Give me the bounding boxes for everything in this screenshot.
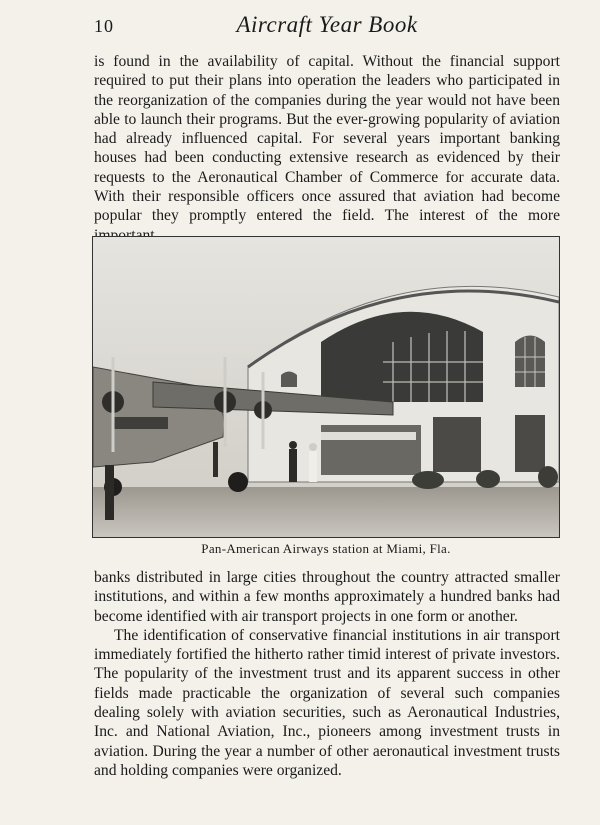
body-text-bottom [94, 568, 560, 780]
body-text-top [94, 52, 560, 245]
paragraph-top: is found in the availability of capital. Without the financial support required to put their plans into operation the leaders who participated in the reorganization of the companies during the year would not have been able to launch their programs. But the ever-growing popularity of aviation had already influenced capital. For several years important banking houses had been conducting extensive research as evidenced by their requests to the Aeronautical Chamber of Commerce for accurate data. With their responsible officers once assured that aviation had become popular they promptly entered the field. The interest of the more [94, 53, 560, 225]
figure-caption: Pan-American Airways station at Miami, Fla. [201, 541, 451, 556]
page-header [92, 12, 562, 44]
page-number: 10 [94, 16, 114, 36]
photograph-figure [92, 236, 560, 538]
running-title: Aircraft Year Book [236, 12, 418, 37]
paragraph-last: The identification of conservative financial institutions in air transport immediately fortified the hitherto rather timid interest of private investors. The popularity of the investment trust and its apparent success in other fields made practicable the organization of several such companies dealing solely with aviation securities, such as Aeronautical Industries, Inc. and National Aviation, Inc., pioneers among investment trusts in aviation. During the year a number of other aeronautical investment trusts and holding companies were organized. [94, 626, 560, 779]
airport-station-photo [93, 237, 559, 537]
paragraph-continued: banks distributed in large cities throughout the country attracted smaller institutions, and within a few months approximately a hundred banks had become identified with air transport projects in one form or another. [94, 569, 560, 625]
